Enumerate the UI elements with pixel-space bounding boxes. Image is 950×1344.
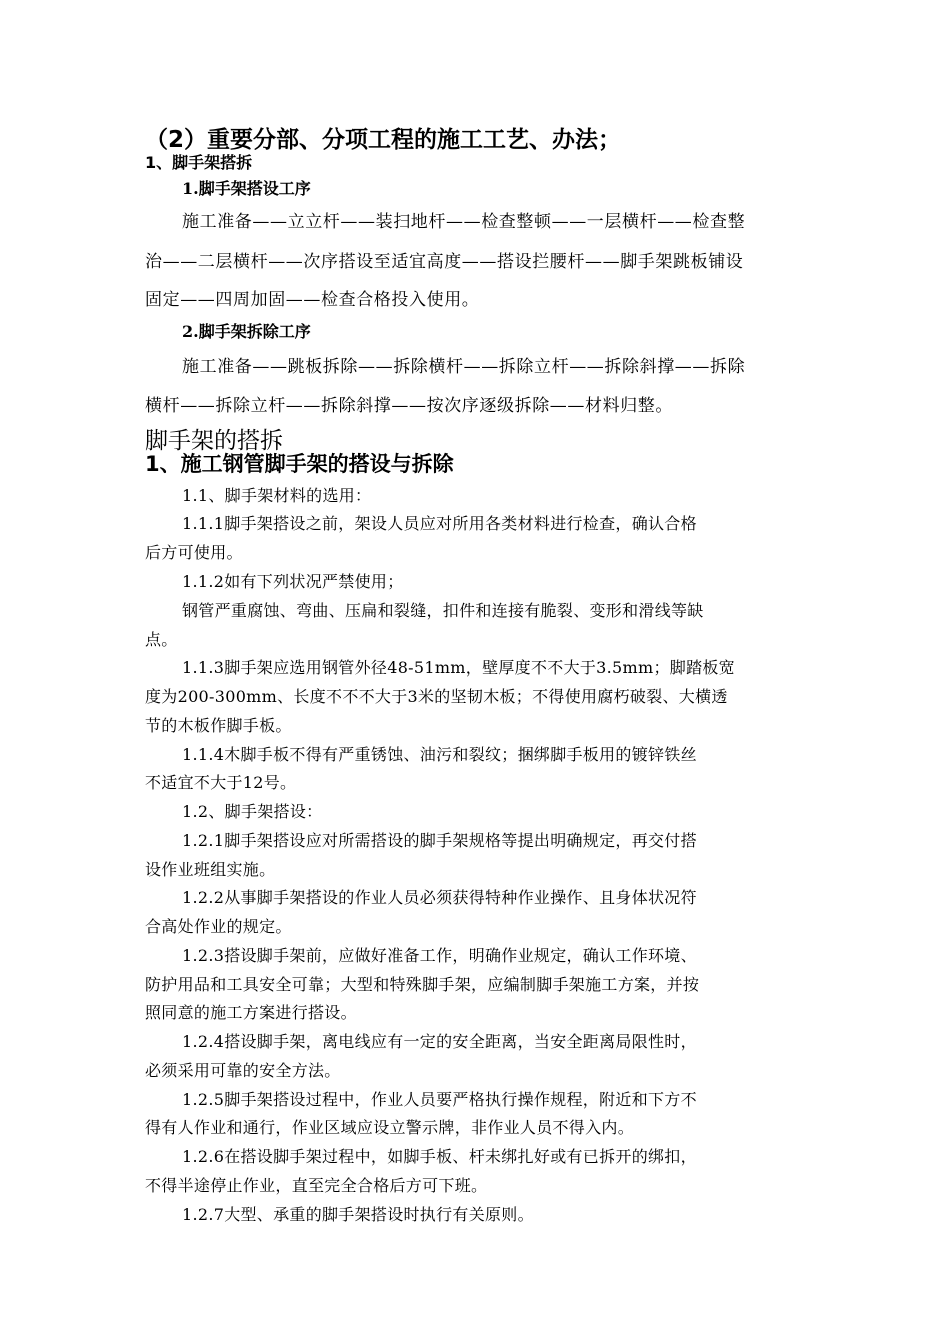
erection-line-2: 治——二层横杆——次序搭设至适宜高度——搭设拦腰杆——脚手架跳板铺设 xyxy=(145,252,744,272)
body-line: 节的木板作脚手板。 xyxy=(145,716,292,735)
removal-line-2: 横杆——拆除立杆——拆除斜撑——按次序逐级拆除——材料归整。 xyxy=(145,396,673,416)
erection-line-3: 固定——四周加固——检查合格投入使用。 xyxy=(145,290,480,310)
body-line: 合高处作业的规定。 xyxy=(145,917,292,936)
body-line: 不得半途停止作业，直至完全合格后方可下班。 xyxy=(145,1176,488,1195)
body-line: 点。 xyxy=(145,630,178,649)
body-line: 1.2.6在搭设脚手架过程中，如脚手板、杆未绑扎好或有已拆开的绑扣， xyxy=(182,1147,697,1166)
body-line: 度为200-300mm、长度不不不大于3米的坚韧木板；不得使用腐朽破裂、大横透 xyxy=(145,687,728,706)
body-line: 1.2.4搭设脚手架，离电线应有一定的安全距离，当安全距离局限性时， xyxy=(182,1032,697,1051)
erection-line-1: 施工准备——立立杆——装扫地杆——检查整顿——一层横杆——检查整 xyxy=(182,212,746,232)
subsection-title-removal: 2.脚手架拆除工序 xyxy=(182,322,311,341)
subsection-title-erection: 1.脚手架搭设工序 xyxy=(182,179,311,198)
body-line: 1.2.3搭设脚手架前，应做好准备工作，明确作业规定，确认工作环境、 xyxy=(182,946,697,965)
body-line: 1.1.1脚手架搭设之前，架设人员应对所用各类材料进行检查，确认合格 xyxy=(182,514,697,533)
body-line: 不适宜不大于12号。 xyxy=(145,773,297,792)
body-line: 1.1.2如有下列状况严禁使用； xyxy=(182,572,404,591)
section-title-scaffold: 1、脚手架搭拆 xyxy=(145,153,253,172)
body-line: 防护用品和工具安全可靠；大型和特殊脚手架，应编制脚手架施工方案，并按 xyxy=(145,975,700,994)
body-line: 钢管严重腐蚀、弯曲、压扁和裂缝，扣件和连接有脆裂、变形和滑线等缺 xyxy=(182,601,704,620)
body-line: 1.2、脚手架搭设： xyxy=(182,802,323,821)
body-line: 1.1.4木脚手板不得有严重锈蚀、油污和裂纹；捆绑脚手板用的镀锌铁丝 xyxy=(182,745,697,764)
body-line: 1.2.7大型、承重的脚手架搭设时执行有关原则。 xyxy=(182,1205,534,1224)
body-line: 1.2.5脚手架搭设过程中，作业人员要严格执行操作规程，附近和下方不 xyxy=(182,1090,697,1109)
body-line: 1.2.1脚手架搭设应对所需搭设的脚手架规格等提出明确规定，再交付搭 xyxy=(182,831,697,850)
body-line: 1.1.3脚手架应选用钢管外径48-51mm，壁厚度不不大于3.5mm；脚踏板宽 xyxy=(182,658,735,677)
section-title-steel-scaffold: 1、施工钢管脚手架的搭设与拆除 xyxy=(145,452,454,476)
body-line: 设作业班组实施。 xyxy=(145,860,276,879)
body-line: 1.1、脚手架材料的选用： xyxy=(182,486,372,505)
body-line: 后方可使用。 xyxy=(145,543,243,562)
main-heading: （2）重要分部、分项工程的施工工艺、办法； xyxy=(145,127,622,153)
removal-line-1: 施工准备——跳板拆除——拆除横杆——拆除立杆——拆除斜撑——拆除 xyxy=(182,357,746,377)
body-line: 必须采用可靠的安全方法。 xyxy=(145,1061,341,1080)
section-title-scaffold-erect-remove: 脚手架的搭拆 xyxy=(145,428,283,454)
body-line: 得有人作业和通行，作业区域应设立警示牌，非作业人员不得入内。 xyxy=(145,1118,635,1137)
body-line: 1.2.2从事脚手架搭设的作业人员必须获得特种作业操作、且身体状况符 xyxy=(182,888,697,907)
body-line: 照同意的施工方案进行搭设。 xyxy=(145,1003,357,1022)
